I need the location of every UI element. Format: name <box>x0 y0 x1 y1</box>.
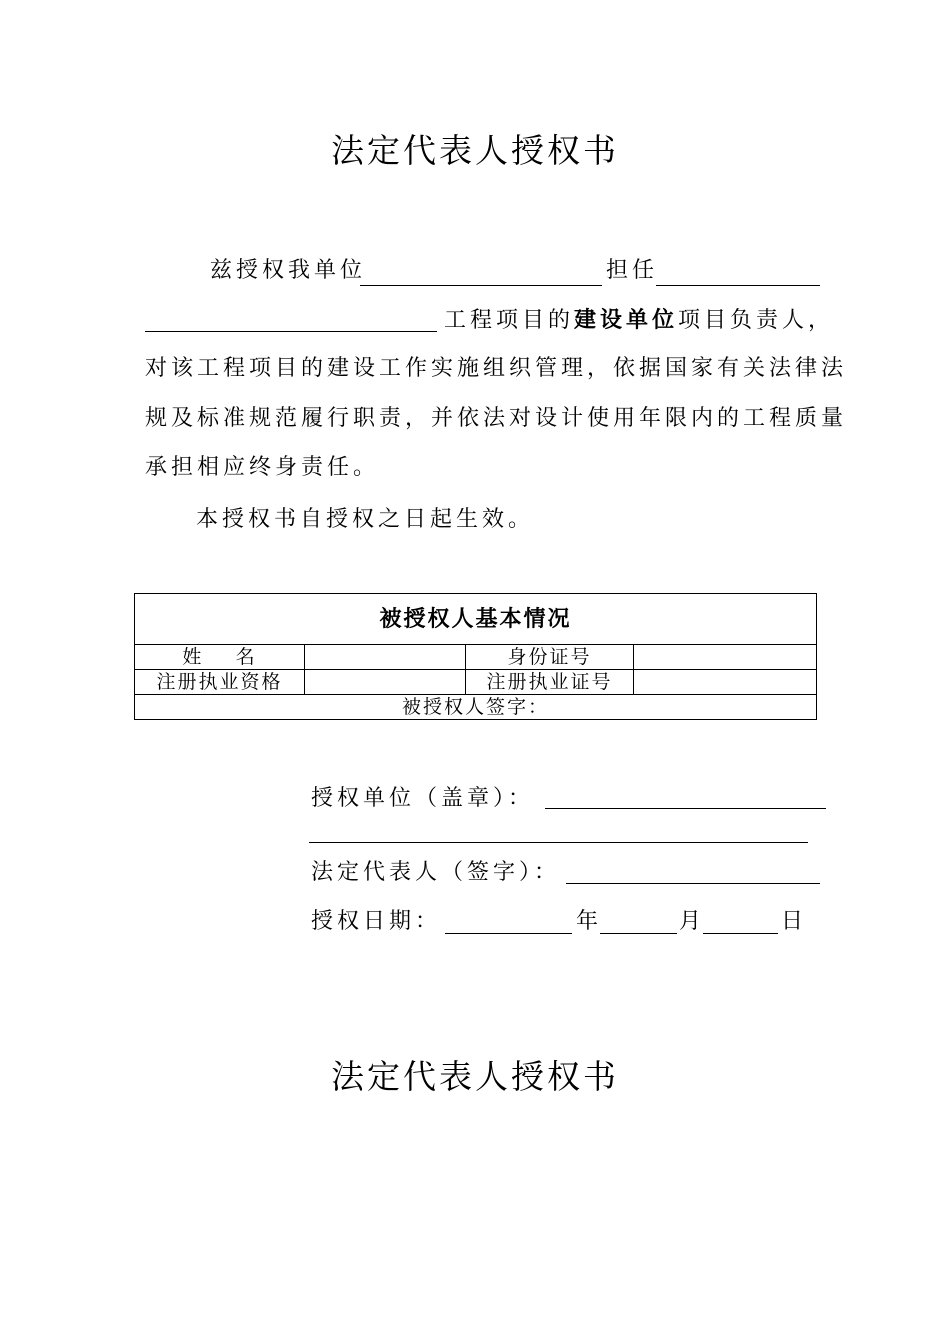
document-title-2: 法定代表人授权书 <box>331 1057 619 1096</box>
authorizing-unit-blank[interactable] <box>545 808 826 809</box>
body-line-5: 承担相应终身责任。 <box>145 455 380 480</box>
year-blank[interactable] <box>445 933 572 934</box>
day-label: 日 <box>781 909 808 934</box>
date-label: 授权日期： <box>311 909 442 934</box>
role-blank[interactable] <box>656 285 820 286</box>
authorized-unit-blank[interactable] <box>360 285 602 286</box>
name-value-cell[interactable] <box>305 645 466 670</box>
body-line-2-suffix: 项目负责人， <box>678 308 835 333</box>
body-line-6: 本授权书自授权之日起生效。 <box>196 507 535 532</box>
qualification-value-cell[interactable] <box>305 670 466 695</box>
body-line-1-mid: 担任 <box>606 258 659 283</box>
document-title: 法定代表人授权书 <box>331 131 619 170</box>
qualification-label: 注册执业资格 <box>135 670 305 695</box>
body-line-2-bold: 建设单位 <box>574 307 679 333</box>
id-number-label: 身份证号 <box>466 645 634 670</box>
name-label: 姓 名 <box>135 645 305 670</box>
day-blank[interactable] <box>703 933 778 934</box>
grantee-signature-cell[interactable]: 被授权人签字： <box>135 695 817 720</box>
month-blank[interactable] <box>600 933 677 934</box>
id-number-value-cell[interactable] <box>634 645 817 670</box>
legal-rep-signature-blank[interactable] <box>566 883 820 884</box>
body-line-2-prefix: 工程项目的 <box>444 308 575 333</box>
body-line-2 <box>444 305 834 336</box>
table-heading: 被授权人基本情况 <box>135 594 817 645</box>
registration-number-value-cell[interactable] <box>634 670 817 695</box>
grantee-info-table <box>134 593 817 720</box>
authorizing-unit-label: 授权单位（盖章）： <box>311 786 535 811</box>
body-line-1-prefix: 兹授权我单位 <box>210 258 367 283</box>
year-label: 年 <box>576 909 603 934</box>
legal-rep-label: 法定代表人（签字）： <box>311 860 561 885</box>
month-label: 月 <box>679 909 706 934</box>
body-line-4: 规及标准规范履行职责，并依法对设计使用年限内的工程质量 <box>145 406 848 431</box>
project-name-blank[interactable] <box>145 331 437 332</box>
authorizing-unit-blank-2[interactable] <box>309 842 808 843</box>
body-line-3: 对该工程项目的建设工作实施组织管理，依据国家有关法律法 <box>145 356 848 381</box>
registration-number-label: 注册执业证号 <box>466 670 634 695</box>
